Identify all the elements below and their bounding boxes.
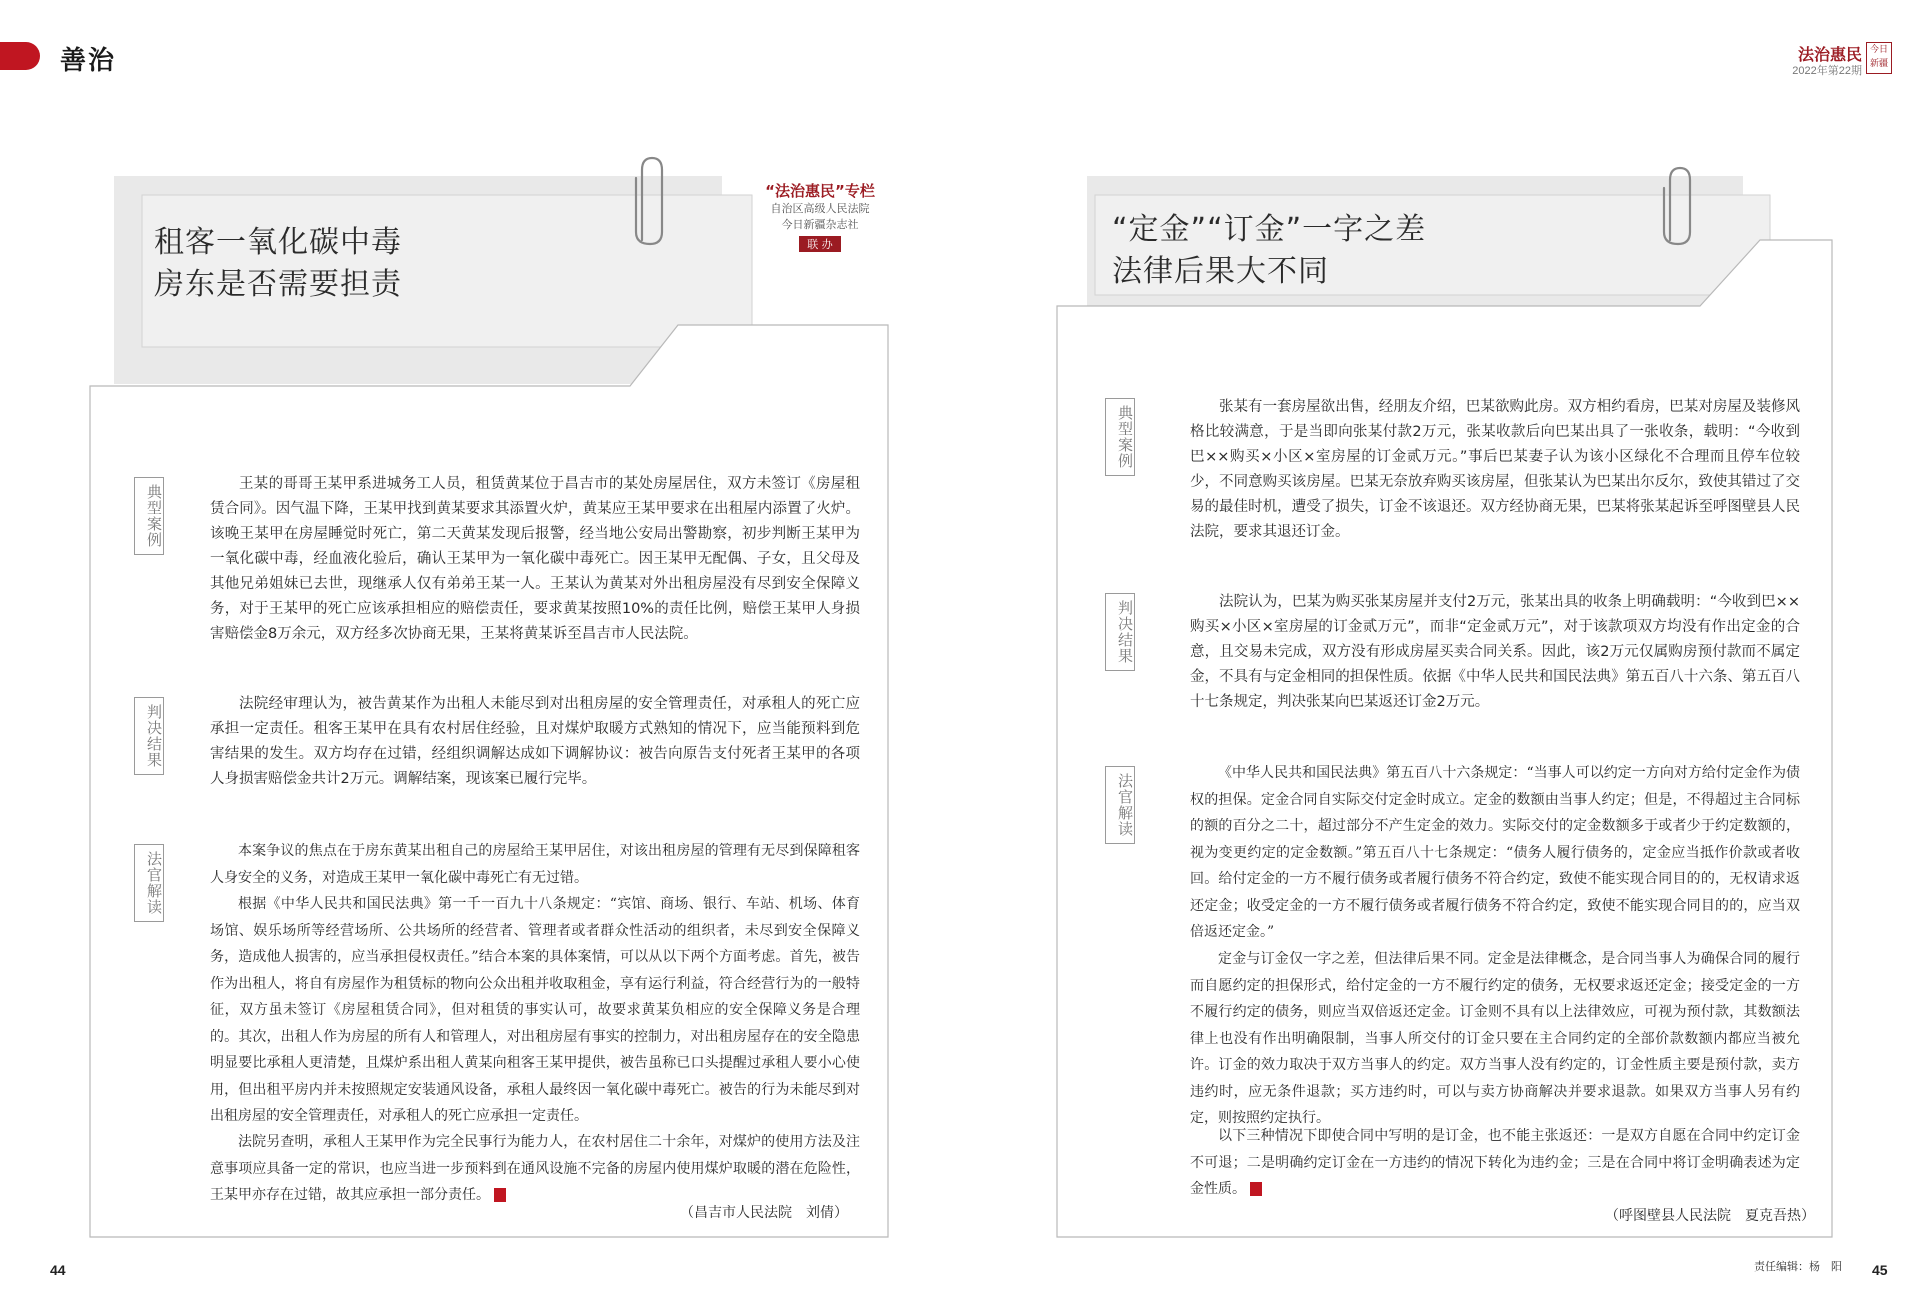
end-mark-icon <box>494 1188 506 1202</box>
magazine-logo-badge: 今日新疆 <box>1866 42 1892 74</box>
left-label-verdict: 判决结果 <box>134 697 164 775</box>
column-joint-tag: 联 办 <box>799 236 841 252</box>
right-judge-paragraph-3 <box>1190 1123 1800 1203</box>
magazine-name: 法治惠民 <box>1797 45 1862 64</box>
page-number-left: 44 <box>50 1262 66 1278</box>
left-headline-line2: 房东是否需要担责 <box>154 267 402 302</box>
end-mark-icon <box>1250 1182 1262 1196</box>
responsible-editor: 责任编辑：杨 阳 <box>1754 1260 1842 1273</box>
right-label-verdict: 判决结果 <box>1105 593 1135 671</box>
left-author: （昌吉市人民法院 刘倩） <box>680 1205 848 1221</box>
right-headline-line2: 法律后果大不同 <box>1112 254 1329 289</box>
left-label-judge: 法官解读 <box>134 844 164 922</box>
right-judge-paragraph-3-text: 以下三种情况下即使合同中写明的是订金，也不能主张返还：一是双方自愿在合同中约定订金不可退；二是明确约定订金在一方违约的情况下转化为违约金；三是在合同中将订金明确表述为定金性质。 <box>1190 1128 1800 1197</box>
left-headline <box>154 222 402 306</box>
left-judge-paragraph-2: 根据《中华人民共和国民法典》第一千一百九十八条规定：“宾馆、商场、银行、车站、机场、体育场馆、娱乐场所等经营场所、公共场所的经营者、管理者或者群众性活动的组织者，未尽到安全保障义务，造成他人损害的，应当承担侵权责任。”结合本案的具体案情，可以从以下两个方面考虑。首先，被告作为出租人，将自有房屋作为租赁标的物向公众出租并收取租金，享有运行利益，符合经营行为的一般特征，双方虽未签订《房屋租赁合同》，但对租赁的事实认可，故要求黄某负相应的安全保障义务是合理的。其次，出租人作为房屋的所有人和管理人，对出租房屋有事实的控制力，对出租房屋存在的安全隐患明显要比承租人更清楚，且煤炉系出租人黄某向租客王某甲提供，被告虽称已口头提醒过承租人要小心使用，但出租平房内并未按照规定安装通风设备，承租人最终因一氧化碳中毒死亡。被告的行为未能尽到对出租房屋的安全管理责任，对承租人的死亡应承担一定责任。 <box>210 896 860 1124</box>
left-judge-paragraph-3 <box>210 1129 860 1209</box>
right-judge-paragraph-1: 《中华人民共和国民法典》第五百八十六条规定：“当事人可以约定一方向对方给付定金作为债权的担保。定金合同自实际交付定金时成立。定金的数额由当事人约定；但是，不得超过主合同标的额的百分之二十，超过部分不产生定金的效力。实际交付的定金数额多于或者少于约定数额的，视为变更约定的定金数额。”第五百八十七条规定：“债务人履行债务的，定金应当抵作价款或者收回。给付定金的一方不履行债务或者履行债务不符合约定，致使不能实现合同目的的，无权请求返还定金；收受定金的一方不履行债务或者履行债务不符合约定，致使不能实现合同目的的，应当双倍返还定金。” <box>1190 765 1800 940</box>
column-organizer-1: 自治区高级人民法院 <box>770 202 870 215</box>
right-case-paragraph: 张某有一套房屋欲出售，经朋友介绍，巴某欲购此房。双方相约看房，巴某对房屋及装修风格比较满意，于是当即向张某付款2万元，张某收款后向巴某出具了一张收条，载明：“今收到巴××购买×小区×室房屋的订金贰万元。”事后巴某妻子认为该小区绿化不合理而且停车位较少，不同意购买该房屋。巴某无奈放弃购买该房屋，但张某认为巴某出尔反尔，致使其错过了交易的最佳时机，遭受了损失，订金不该退还。双方经协商无果，巴某将张某起诉至呼图壁县人民法院，要求其退还订金。 <box>1190 399 1800 540</box>
magazine-issue: 2022年第22期 <box>1792 65 1862 77</box>
column-badge <box>745 180 895 252</box>
right-author: （呼图壁县人民法院 夏克吾热） <box>1605 1208 1815 1224</box>
left-judge-paragraph-1: 本案争议的焦点在于房东黄某出租自己的房屋给王某甲居住，对该出租房屋的管理有无尽到保障租客人身安全的义务，对造成王某甲一氧化碳中毒死亡有无过错。 <box>210 843 860 886</box>
right-label-judge: 法官解读 <box>1105 766 1135 844</box>
right-judge-paragraph-2: 定金与订金仅一字之差，但法律后果不同。定金是法律概念，是合同当事人为确保合同的履行而自愿约定的担保形式，给付定金的一方不履行约定的债务，无权要求返还定金；接受定金的一方不履行约定的债务，则应当双倍返还定金。订金则不具有以上法律效应，可视为预付款，其数额法律上也没有作出明确限制，当事人所交付的订金只要在主合同约定的全部价款数额内都应当被允许。订金的效力取决于双方当事人的约定。双方当事人没有约定的，订金性质主要是预付款，卖方违约时，应无条件退款；买方违约时，可以与卖方协商解决并要求退款。如果双方当事人另有约定，则按照约定执行。 <box>1190 951 1800 1126</box>
page-number-right: 45 <box>1872 1262 1888 1278</box>
left-judge-paragraph-3-text: 法院另查明，承租人王某甲作为完全民事行为能力人，在农村居住二十余年，对煤炉的使用方法及注意事项应具备一定的常识，也应当进一步预料到在通风设施不完备的房屋内使用煤炉取暖的潜在危险性，王某甲亦存在过错，故其应承担一部分责任。 <box>210 1134 860 1203</box>
left-headline-line1: 租客一氧化碳中毒 <box>154 225 402 260</box>
right-headline-line1: “定金”“订金”一字之差 <box>1112 212 1427 247</box>
right-verdict-paragraph: 法院认为，巴某为购买张某房屋并支付2万元，张某出具的收条上明确载明：“今收到巴××购买×小区×室房屋的订金贰万元”，而非“定金贰万元”，对于该款项双方均没有作出定金的合意，且交易未完成，双方没有形成房屋买卖合同关系。因此，该2万元仅属购房预付款而不属定金，不具有与定金相同的担保性质。依据《中华人民共和国民法典》第五百八十六条、第五百八十七条规定，判决张某向巴某返还订金2万元。 <box>1190 594 1800 710</box>
column-organizer-2: 今日新疆杂志社 <box>781 218 859 231</box>
section-title: 善治 <box>60 46 117 76</box>
right-label-case: 典型案例 <box>1105 398 1135 476</box>
column-name: “法治惠民”专栏 <box>765 182 875 200</box>
right-headline <box>1112 209 1426 293</box>
left-case-paragraph: 王某的哥哥王某甲系进城务工人员，租赁黄某位于昌吉市的某处房屋居住，双方未签订《房屋租赁合同》。因气温下降，王某甲找到黄某要求其添置火炉，黄某应王某甲要求在出租屋内添置了火炉。该晚王某甲在房屋睡觉时死亡，第二天黄某发现后报警，经当地公安局出警勘察，初步判断王某甲为一氧化碳中毒，经血液化验后，确认王某甲为一氧化碳中毒死亡。因王某甲无配偶、子女，且父母及其他兄弟姐妹已去世，现继承人仅有弟弟王某一人。王某认为黄某对外出租房屋没有尽到安全保障义务，对于王某甲的死亡应该承担相应的赔偿责任，要求黄某按照10%的责任比例，赔偿王某甲人身损害赔偿金8万余元，双方经多次协商无果，王某将黄某诉至昌吉市人民法院。 <box>210 476 860 642</box>
left-verdict-paragraph: 法院经审理认为，被告黄某作为出租人未能尽到对出租房屋的安全管理责任，对承租人的死亡应承担一定责任。租客王某甲在具有农村居住经验，且对煤炉取暖方式熟知的情况下，应当能预料到危害结果的发生。双方均存在过错，经组织调解达成如下调解协议：被告向原告支付死者王某甲的各项人身损害赔偿金共计2万元。调解结案，现该案已履行完毕。 <box>210 696 860 787</box>
left-label-case: 典型案例 <box>134 477 164 555</box>
